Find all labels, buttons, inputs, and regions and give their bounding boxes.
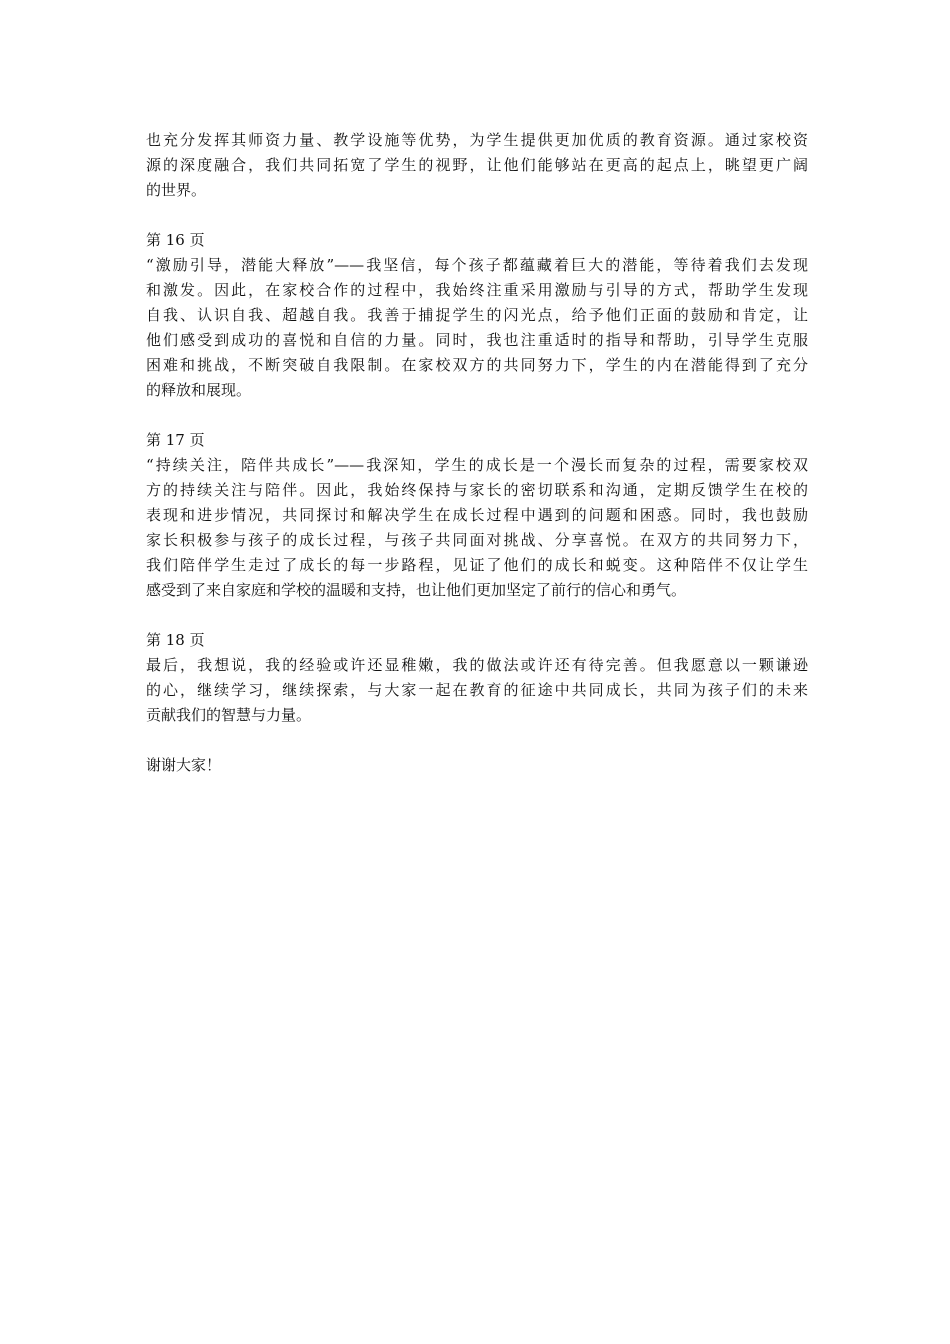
closing-paragraph: [146, 753, 808, 778]
paragraph-line: “持续关注，陪伴共成长”——我深知，学生的成长是一个漫长而复杂的过程，需要家校双: [146, 456, 808, 474]
section-page-16: [146, 228, 808, 403]
closing-text: 谢谢大家！: [146, 756, 222, 774]
paragraph-line: 最后，我想说，我的经验或许还显稚嫩，我的做法或许还有待完善。但我愿意以一颗谦逊: [146, 656, 808, 674]
paragraph-line: 方的持续关注与陪伴。因此，我始终保持与家长的密切联系和沟通，定期反馈学生在校的: [146, 481, 808, 499]
paragraph-line: 我们陪伴学生走过了成长的每一步路程，见证了他们的成长和蜕变。这种陪伴不仅让学生: [146, 556, 808, 574]
paragraph-line: 的释放和展现。: [146, 381, 252, 399]
page-label: 第 18 页: [146, 631, 205, 649]
paragraph-line: “激励引导，潜能大释放”——我坚信，每个孩子都蕴藏着巨大的潜能，等待着我们去发现: [146, 256, 808, 274]
paragraph-line: 贡献我们的智慧与力量。: [146, 706, 312, 724]
paragraph-line: 也充分发挥其师资力量、教学设施等优势，为学生提供更加优质的教育资源。通过家校资: [146, 131, 808, 149]
section-page-17: [146, 428, 808, 603]
intro-paragraph: [146, 128, 808, 203]
section-page-18: [146, 628, 808, 728]
page-label: 第 17 页: [146, 431, 205, 449]
paragraph-line: 他们感受到成功的喜悦和自信的力量。同时，我也注重适时的指导和帮助，引导学生克服: [146, 331, 808, 349]
paragraph-line: 困难和挑战，不断突破自我限制。在家校双方的共同努力下，学生的内在潜能得到了充分: [146, 356, 808, 374]
paragraph-line: 表现和进步情况，共同探讨和解决学生在成长过程中遇到的问题和困惑。同时，我也鼓励: [146, 506, 808, 524]
paragraph-line: 的心，继续学习，继续探索，与大家一起在教育的征途中共同成长，共同为孩子们的未来: [146, 681, 808, 699]
document-body: [146, 128, 808, 803]
paragraph-line: 家长积极参与孩子的成长过程，与孩子共同面对挑战、分享喜悦。在双方的共同努力下，: [146, 531, 808, 549]
paragraph-line: 感受到了来自家庭和学校的温暖和支持，也让他们更加坚定了前行的信心和勇气。: [146, 581, 687, 599]
paragraph-line: 的世界。: [146, 181, 207, 199]
paragraph-line: 源的深度融合，我们共同拓宽了学生的视野，让他们能够站在更高的起点上，眺望更广阔: [146, 156, 808, 174]
paragraph-line: 和激发。因此，在家校合作的过程中，我始终注重采用激励与引导的方式，帮助学生发现: [146, 281, 808, 299]
page-label: 第 16 页: [146, 231, 205, 249]
paragraph-line: 自我、认识自我、超越自我。我善于捕捉学生的闪光点，给予他们正面的鼓励和肯定，让: [146, 306, 808, 324]
